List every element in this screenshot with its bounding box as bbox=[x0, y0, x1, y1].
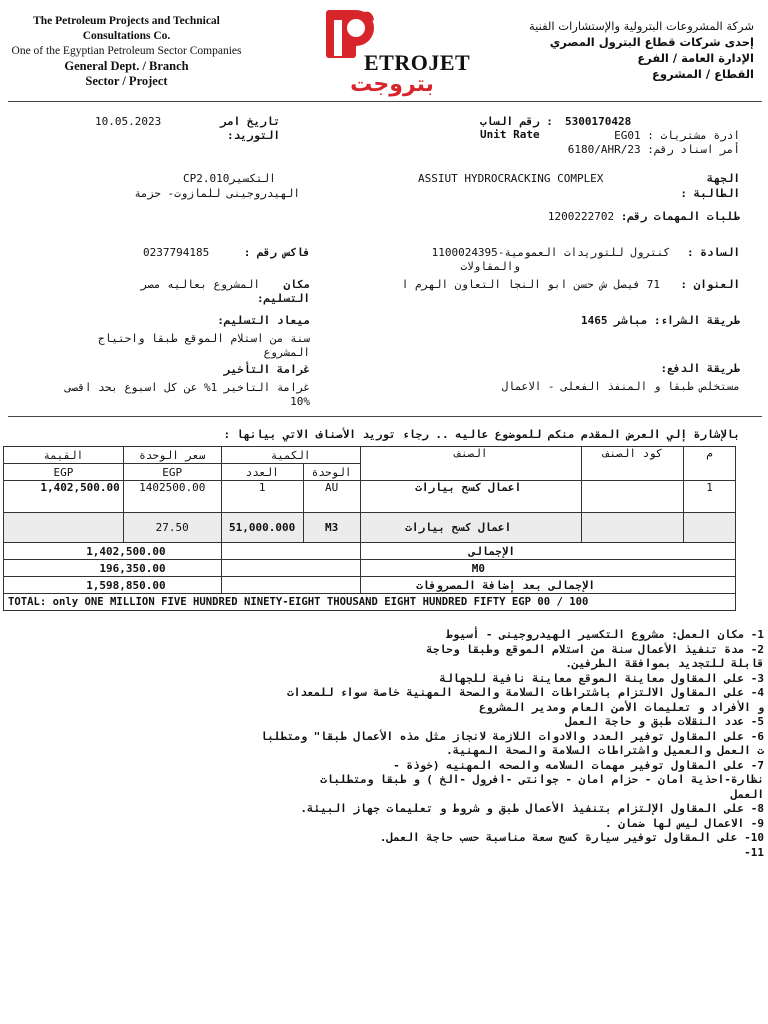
penalty-label: غرامة التأخير bbox=[223, 363, 310, 376]
supply-label: التوريد: bbox=[227, 129, 280, 142]
delivery-place-label2: التسليم: bbox=[257, 292, 310, 305]
total-in-words: TOTAL: only ONE MILLION FIVE HUNDRED NINETY-EIGHT THOUSAND EIGHT HUNDRED FIFTY EGP 00 / 100 bbox=[4, 594, 736, 611]
requester-label: الطالبة : bbox=[680, 187, 740, 200]
subtotal-label: الإجمالى bbox=[360, 543, 735, 560]
row2-value bbox=[4, 513, 124, 543]
row2-unit: M3 bbox=[303, 513, 360, 543]
assign-label: أمر اسناد رقم: bbox=[647, 143, 740, 156]
note-line: 8- على المقاول الإلتزام بتنفيذ الأعمال طبق و شروط و تعليمات جهاز البيئة. bbox=[300, 802, 764, 815]
m0-label: M0 bbox=[360, 560, 735, 577]
header-divider bbox=[8, 101, 762, 102]
company-header-english bbox=[4, 14, 249, 89]
fax-value: 0237794185 bbox=[143, 246, 210, 259]
address-label: العنوان : bbox=[680, 278, 740, 291]
col-header-code: كود الصنف bbox=[582, 447, 684, 481]
m0-value: 196,350.00 bbox=[4, 560, 222, 577]
row1-count: 1 bbox=[221, 481, 303, 513]
tasks-label: طلبات المهمات رقم: bbox=[620, 210, 740, 223]
purchase-method-label: طريقة الشراء: bbox=[653, 314, 740, 327]
company-name-line2: Consultations Co. bbox=[82, 30, 171, 42]
petrojet-logo bbox=[320, 6, 471, 98]
delivery-date-value2: المشروع bbox=[263, 346, 310, 359]
tasks-request bbox=[440, 210, 740, 223]
table-row bbox=[4, 481, 736, 513]
note-line: قابلة للتجديد بموافقة الطرفين. bbox=[565, 657, 764, 670]
table-header-row bbox=[4, 447, 736, 464]
grand-total-value: 1,598,850.00 bbox=[4, 577, 222, 594]
note-line: 6- على المقاول توفير العدد والادوات اللازمة لانجاز مثل مذه الأعمال طبقا" ومتطلبا bbox=[260, 729, 764, 743]
grand-total-spacer bbox=[221, 577, 360, 594]
note-line: العمل bbox=[730, 787, 764, 801]
delivery-place-label: مكان bbox=[283, 278, 310, 291]
row2-num bbox=[684, 513, 736, 543]
delivery-date-value: سنة من استلام الموقع طبقا واحتياج bbox=[98, 332, 310, 345]
penalty-value: غرامة التاخير 1% عن كل اسبوع بحد اقصى bbox=[64, 381, 310, 394]
vendor-name-line2: والمقاولات bbox=[460, 260, 520, 273]
intro-line: بالإشارة إلي العرض المقدم منكم للموضوع عاليه .. رجاء توريد الأصناف الاتي بيانها : bbox=[223, 428, 740, 441]
note-line: ت العمل والعميل واشتراطات السلامة والصحة المهنية. bbox=[446, 744, 764, 757]
penalty-value2: 10% bbox=[290, 395, 310, 408]
total-words-row bbox=[4, 594, 736, 611]
note-line: نظارة-احذية امان - حزام امان - جوانتى -افرول -الخ ) و طبقا ومتطلبات bbox=[320, 773, 764, 786]
vendor-name-label: السادة : bbox=[687, 246, 740, 259]
tasks-value: 1200222702 bbox=[547, 210, 615, 223]
note-line: و الأفراد و تعليمات الأمن العام ومدير المشروع bbox=[479, 700, 764, 714]
fax-label: فاكس رقم : bbox=[243, 246, 310, 259]
note-line: 7- على المقاول توفير مهمات السلامه والصحه المهنيه (خوذة - bbox=[393, 758, 764, 772]
col-header-value: القيمة bbox=[4, 447, 124, 464]
company-header-arabic bbox=[504, 18, 754, 82]
company-name-ar: شركة المشروعات البترولية والإستشارات الفنية bbox=[529, 19, 754, 33]
col-header-unit-price: سعر الوحدة bbox=[123, 447, 221, 464]
purchase-method-value: مباشر 1465 bbox=[581, 314, 648, 327]
row2-item: اعمال كسح بيارات bbox=[360, 513, 582, 543]
purchasing-dept bbox=[480, 129, 740, 142]
col-header-item: الصنف bbox=[360, 447, 582, 481]
dept-branch-ar: الإدارة العامة / الفرع bbox=[637, 51, 754, 65]
unit-rate-label: رقم الساب : Unit Rate bbox=[480, 115, 553, 141]
total-row bbox=[4, 560, 736, 577]
items-table bbox=[3, 446, 736, 611]
subtotal-spacer bbox=[221, 543, 360, 560]
note-line: 11- bbox=[744, 845, 764, 859]
subtotal-value: 1,402,500.00 bbox=[4, 543, 222, 560]
col-header-quantity: الكمية bbox=[221, 447, 360, 464]
entity-label: الجهة bbox=[706, 172, 740, 185]
section-divider bbox=[8, 416, 762, 417]
note-line: 9- الاعمال ليس لها ضمان . bbox=[605, 816, 764, 830]
assign-value: 6180/AHR/23 bbox=[567, 143, 641, 156]
vendor-address: 71 فيصل ش حسن ابو النجا التعاون الهرم ا bbox=[401, 278, 660, 291]
total-row bbox=[4, 543, 736, 560]
row2-code bbox=[582, 513, 684, 543]
row2-count: 51,000.000 bbox=[221, 513, 303, 543]
requester-desc: الهيدروجينى للمازوت- حزمة bbox=[134, 187, 300, 200]
purchasing-value: EG01 bbox=[614, 129, 641, 142]
assign-order bbox=[480, 143, 740, 156]
col-header-num: م bbox=[684, 447, 736, 481]
note-line: 10- على المقاول توفير سيارة كسح سعة مناسبة حسب حاجة العمل. bbox=[379, 831, 764, 844]
entity-value: ASSIUT HYDROCRACKING COMPLEX bbox=[418, 172, 604, 185]
note-line: 4- على المقاول الالتزام باشتراطات السلامة والصحة المهنية خاصة سواء للمعدات bbox=[287, 686, 764, 699]
delivery-place-value: المشروع بعاليه مصر bbox=[140, 278, 260, 291]
logo-text-latin: ETROJET bbox=[364, 50, 471, 75]
row2-unit-price: 27.50 bbox=[123, 513, 221, 543]
payment-value: مستخلص طبقا و المنفذ الفعلى - الاعمال bbox=[501, 380, 740, 393]
currency-value: EGP bbox=[4, 464, 124, 481]
col-header-unit: الوحدة bbox=[303, 464, 360, 481]
delivery-date-label: ميعاد التسليم: bbox=[217, 314, 310, 327]
table-row bbox=[4, 513, 736, 543]
col-header-count: العدد bbox=[221, 464, 303, 481]
sector-project: Sector / Project bbox=[85, 74, 168, 88]
vendor-name: كنترول للتوريدات العمومية-1100024395 bbox=[431, 246, 670, 259]
note-line: 3- على المقاول معاينة الموقع معاينة نافية للجهالة bbox=[439, 671, 764, 685]
order-date: 10.05.2023 bbox=[95, 115, 162, 128]
currency-unit-price: EGP bbox=[123, 464, 221, 481]
note-line: 1- مكان العمل: مشروع التكسير الهيدروجينى - أسيوط bbox=[446, 628, 764, 641]
grand-total-label: الإجمالى بعد إضافة المصروفات bbox=[360, 577, 735, 594]
row1-code bbox=[582, 481, 684, 513]
payment-label: طريقة الدفع: bbox=[660, 362, 740, 375]
m0-spacer bbox=[221, 560, 360, 577]
row1-unit-price: 1402500.00 bbox=[123, 481, 221, 513]
note-line: 5- عدد النقلات طبق و حاجة العمل bbox=[565, 715, 764, 728]
row1-value: 1,402,500.00 bbox=[4, 481, 124, 513]
row1-num: 1 bbox=[684, 481, 736, 513]
company-affiliation-ar: إحدى شركات قطاع البترول المصري bbox=[549, 35, 754, 49]
requester-code: CP2.010التكسير bbox=[183, 172, 276, 185]
unit-rate-value: 5300170428 bbox=[565, 115, 632, 128]
total-row bbox=[4, 577, 736, 594]
purchasing-label: ادرة مشتريات : bbox=[647, 129, 740, 142]
sector-project-ar: القطاع / المشروع bbox=[652, 67, 754, 81]
row1-unit: AU bbox=[303, 481, 360, 513]
company-name-line1: The Petroleum Projects and Technical bbox=[33, 15, 220, 27]
dept-branch: General Dept. / Branch bbox=[64, 59, 189, 73]
logo-text-arabic: بتروجت bbox=[350, 72, 434, 97]
company-affiliation: One of the Egyptian Petroleum Sector Companies bbox=[11, 45, 242, 57]
purchase-method bbox=[480, 314, 740, 327]
order-date-label: تاريخ امر bbox=[220, 115, 280, 128]
note-line: 2- مدة تنفيذ الأعمال سنة من استلام الموقع وطبقا وحاجة bbox=[426, 642, 764, 656]
row1-item: اعمال كسح بيارات bbox=[360, 481, 582, 513]
terms-list bbox=[44, 628, 764, 860]
